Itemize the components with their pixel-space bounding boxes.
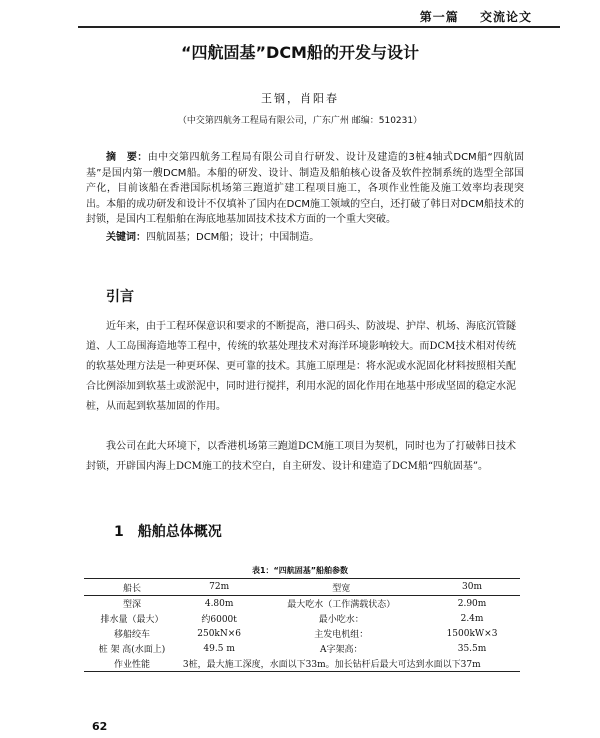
abstract-label: 摘 要： <box>106 152 148 163</box>
running-header <box>404 8 532 25</box>
table-row <box>84 641 520 656</box>
table-cell: 桩 架 高(水面上) <box>98 645 166 655</box>
table-row <box>84 656 520 672</box>
keywords <box>106 228 319 243</box>
table-row <box>84 611 520 626</box>
table-caption: 表1：“四航固基”船舶参数 <box>251 566 349 575</box>
table-cell: 最大吃水（工作满载状态） <box>287 600 396 610</box>
intro-paragraph-1: 近年来，由于工程环保意识和要求的不断提高，港口码头、防波堤、护岸、机场、海底沉管隧道、人工岛围海造地等工程中，传统的软基处理技术对海洋环境影响较大。而DCM技术相对传统的软基处理方法是一种更环保、更可靠的技术。其施工原理是：将水泥或水泥固化材料按照相关配合比例添加到软基土或淤泥中，同时进行搅拌，利用水泥的固化作用在地基中形成坚固的稳定水泥桩，从而起到软基加固的作用。 <box>86 321 516 412</box>
table-cell: 4.80m <box>204 598 234 609</box>
table-cell: 72m <box>180 579 258 596</box>
table-cell: 最小吃水： <box>318 615 364 625</box>
table-cell: 30m <box>424 579 520 596</box>
table-cell: 35.5m <box>457 643 487 654</box>
table-header-row <box>84 579 520 596</box>
table-cell: A字架高： <box>319 645 363 655</box>
header-section: 交流论文 <box>479 10 532 24</box>
table-cell: 3桩，最大施工深度，水面以下33m。加长钻杆后最大可达到水面以下37m <box>180 656 520 672</box>
table-cell: 排水量（最大） <box>100 615 164 625</box>
table-cell: 型深 <box>122 600 141 610</box>
table-cell: 2.90m <box>457 598 487 609</box>
table-row <box>84 626 520 641</box>
table-cell: 2.4m <box>460 613 484 624</box>
page-number: 62 <box>92 720 108 733</box>
paper-title: “四航固基”DCM船的开发与设计 <box>181 43 419 62</box>
table-cell: 1500kW×3 <box>446 628 498 639</box>
table-cell: 250kN×6 <box>197 628 242 639</box>
table-cell: 作业性能 <box>84 656 180 672</box>
paper-affiliation: （中交第四航务工程局有限公司，广东广州 邮编：510231） <box>177 116 423 126</box>
header-part: 第一篇 <box>419 10 459 24</box>
table-cell: 型宽 <box>258 579 424 596</box>
intro-paragraph-2: 我公司在此大环境下，以香港机场第三跑道DCM施工项目为契机，同时也为了打破韩日技术封锁，开辟国内海上DCM施工的技术空白，自主研发、设计和建造了DCM船“四航固基”。 <box>86 441 516 472</box>
table-cell: 移船绞车 <box>113 630 150 640</box>
paper-authors: 王钢，肖阳春 <box>261 92 339 105</box>
abstract <box>86 150 524 228</box>
table-cell: 约6000t <box>201 615 237 625</box>
section-heading-overview: 1 船舶总体概况 <box>114 524 222 540</box>
header-rule <box>78 26 560 28</box>
table-row <box>84 596 520 612</box>
keywords-text: 四航固基；DCM船；设计；中国制造。 <box>146 232 320 243</box>
abstract-text: 由中交第四航务工程局有限公司自行研发、设计及建造的3桩4轴式DCM船“四航固基”是国内第一艘DCM船。本船的研发、设计、制造及船舶核心设备及软件控制系统的选型全部国产化，目前该船在香港国际机场第三跑道扩建工程项目施工，各项作业性能及施工效率均表现突出。本船的成功研发和设计不仅填补了国内在DCM施工领域的空白，还打破了韩日对DCM船技术的封锁，是国内工程船舶在海底地基加固技术技术方面的一个重大突破。 <box>86 152 525 225</box>
ship-parameters-table <box>84 578 520 672</box>
table-cell: 船长 <box>84 579 180 596</box>
table-cell: 49.5 m <box>203 643 235 654</box>
table-cell: 主发电机组： <box>314 630 369 640</box>
section-heading-intro: 引言 <box>106 289 134 305</box>
keywords-label: 关键词： <box>106 232 146 243</box>
